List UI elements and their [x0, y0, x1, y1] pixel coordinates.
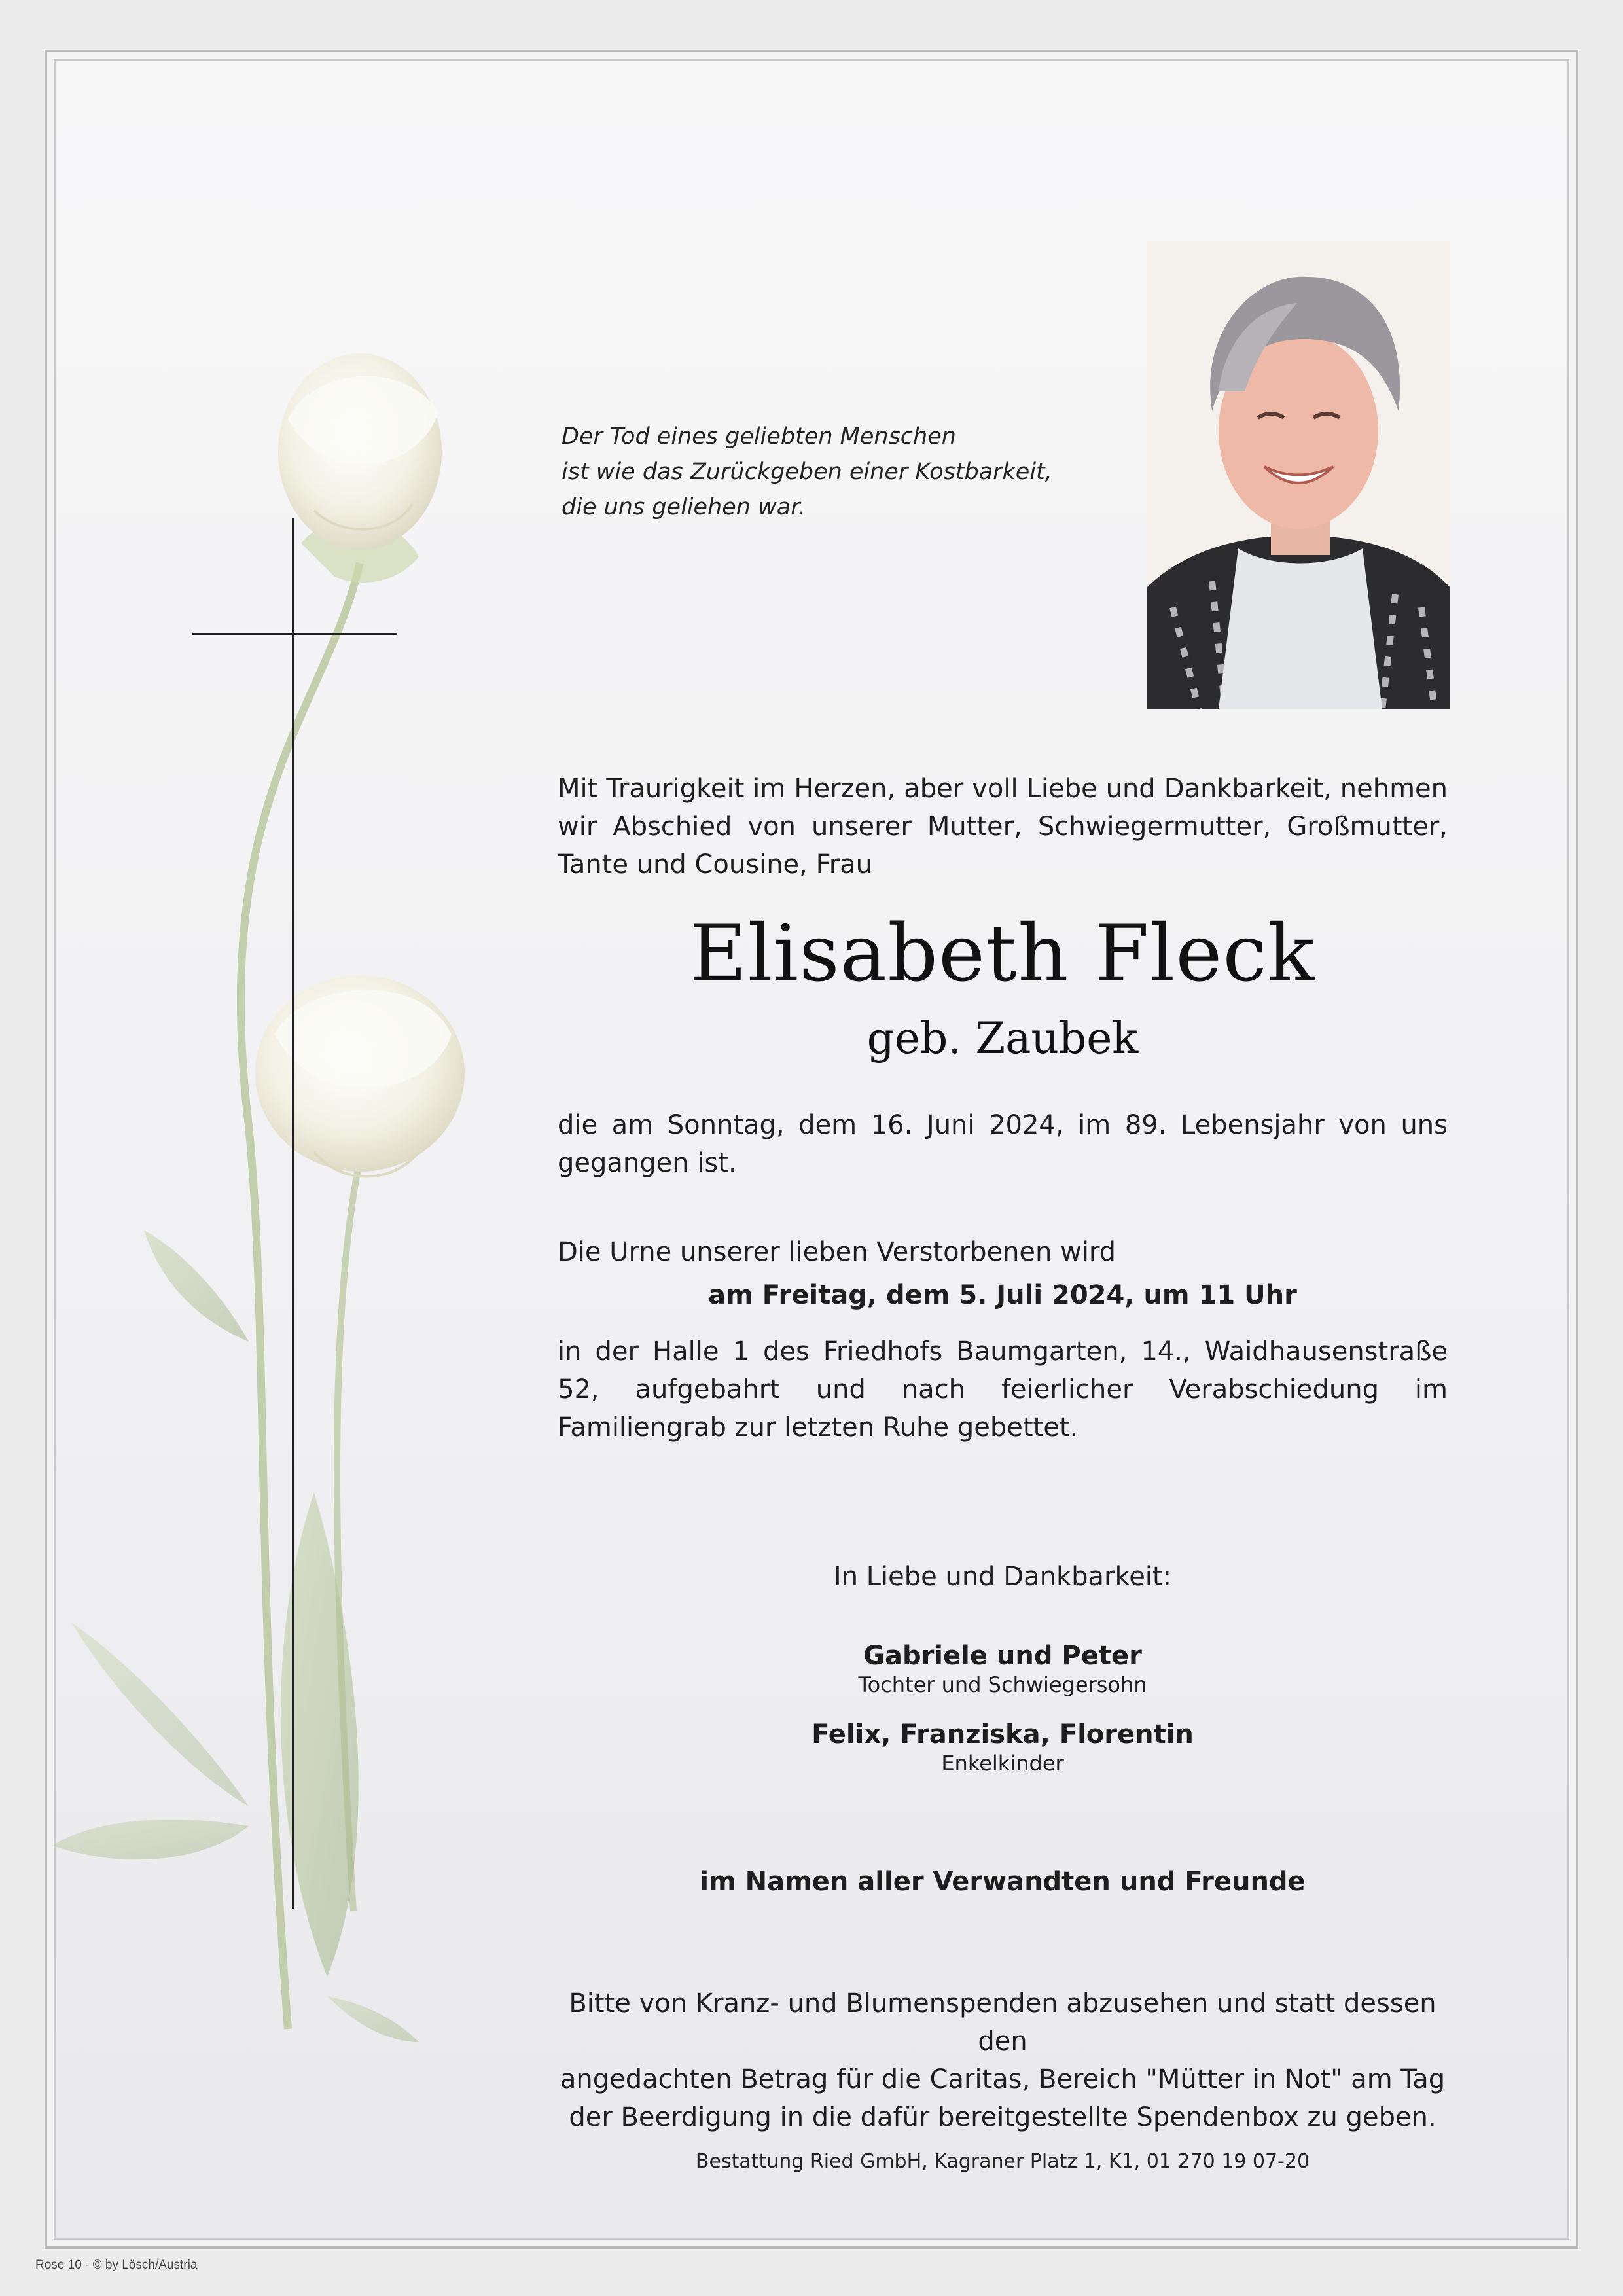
cross-bar	[192, 633, 397, 635]
donation-line: der Beerdigung in die dafür bereitgestellte Spendenbox zu geben.	[569, 2102, 1436, 2132]
mourner-names: Felix, Franziska, Florentin	[812, 1719, 1194, 1749]
deceased-name: Elisabeth Fleck	[689, 908, 1316, 999]
portrait-photo	[1147, 241, 1450, 709]
mourners-heading: In Liebe und Dankbarkeit:	[833, 1562, 1172, 1592]
quote-line: die uns geliehen war.	[562, 494, 806, 520]
ceremony-date: am Freitag, dem 5. Juli 2024, um 11 Uhr	[708, 1280, 1297, 1310]
death-notice: die am Sonntag, dem 16. Juni 2024, im 89. Lebensjahr von uns gegangen ist.	[558, 1110, 1448, 1178]
intro-text: Mit Traurigkeit im Herzen, aber voll Liebe und Dankbarkeit, nehmen wir Abschied von unserer Mutter, Schwiegermutter, Großmutter, Tante und Cousine, Frau	[558, 774, 1448, 880]
quote-line: ist wie das Zurückgeben einer Kostbarkeit,	[562, 459, 1052, 485]
cross-icon	[292, 518, 294, 1909]
ceremony-intro: Die Urne unserer lieben Verstorbenen wird	[558, 1237, 1116, 1267]
white-rose-icon	[52, 340, 510, 2121]
mourner-names: Gabriele und Peter	[863, 1641, 1142, 1671]
mourner-group	[558, 1719, 1448, 1776]
mourner-relation: Enkelkinder	[941, 1751, 1064, 1776]
mourner-relation: Tochter und Schwiegersohn	[858, 1672, 1147, 1697]
template-credit: Rose 10 - © by Lösch/Austria	[35, 2258, 198, 2272]
donation-line: angedachten Betrag für die Caritas, Bereich "Mütter in Not" am Tag	[560, 2064, 1446, 2094]
ceremony-details: in der Halle 1 des Friedhofs Baumgarten, 14., Waidhausenstraße 52, aufgebahrt und nach feierlicher Verabschiedung im Familiengrab zur letzten Ruhe gebettet.	[558, 1336, 1448, 1443]
mourner-group	[558, 1640, 1448, 1698]
memorial-quote	[562, 419, 1124, 525]
mourners-closing: im Namen aller Verwandten und Freunde	[700, 1867, 1306, 1897]
quote-line: Der Tod eines geliebten Menschen	[562, 423, 956, 450]
donation-line: Bitte von Kranz- und Blumenspenden abzusehen und statt dessen den	[569, 1988, 1436, 2056]
maiden-name: geb. Zaubek	[866, 1013, 1139, 1064]
donation-note	[558, 1984, 1448, 2136]
funeral-home-info: Bestattung Ried GmbH, Kagraner Platz 1, K1, 01 270 19 07-20	[695, 2150, 1310, 2173]
